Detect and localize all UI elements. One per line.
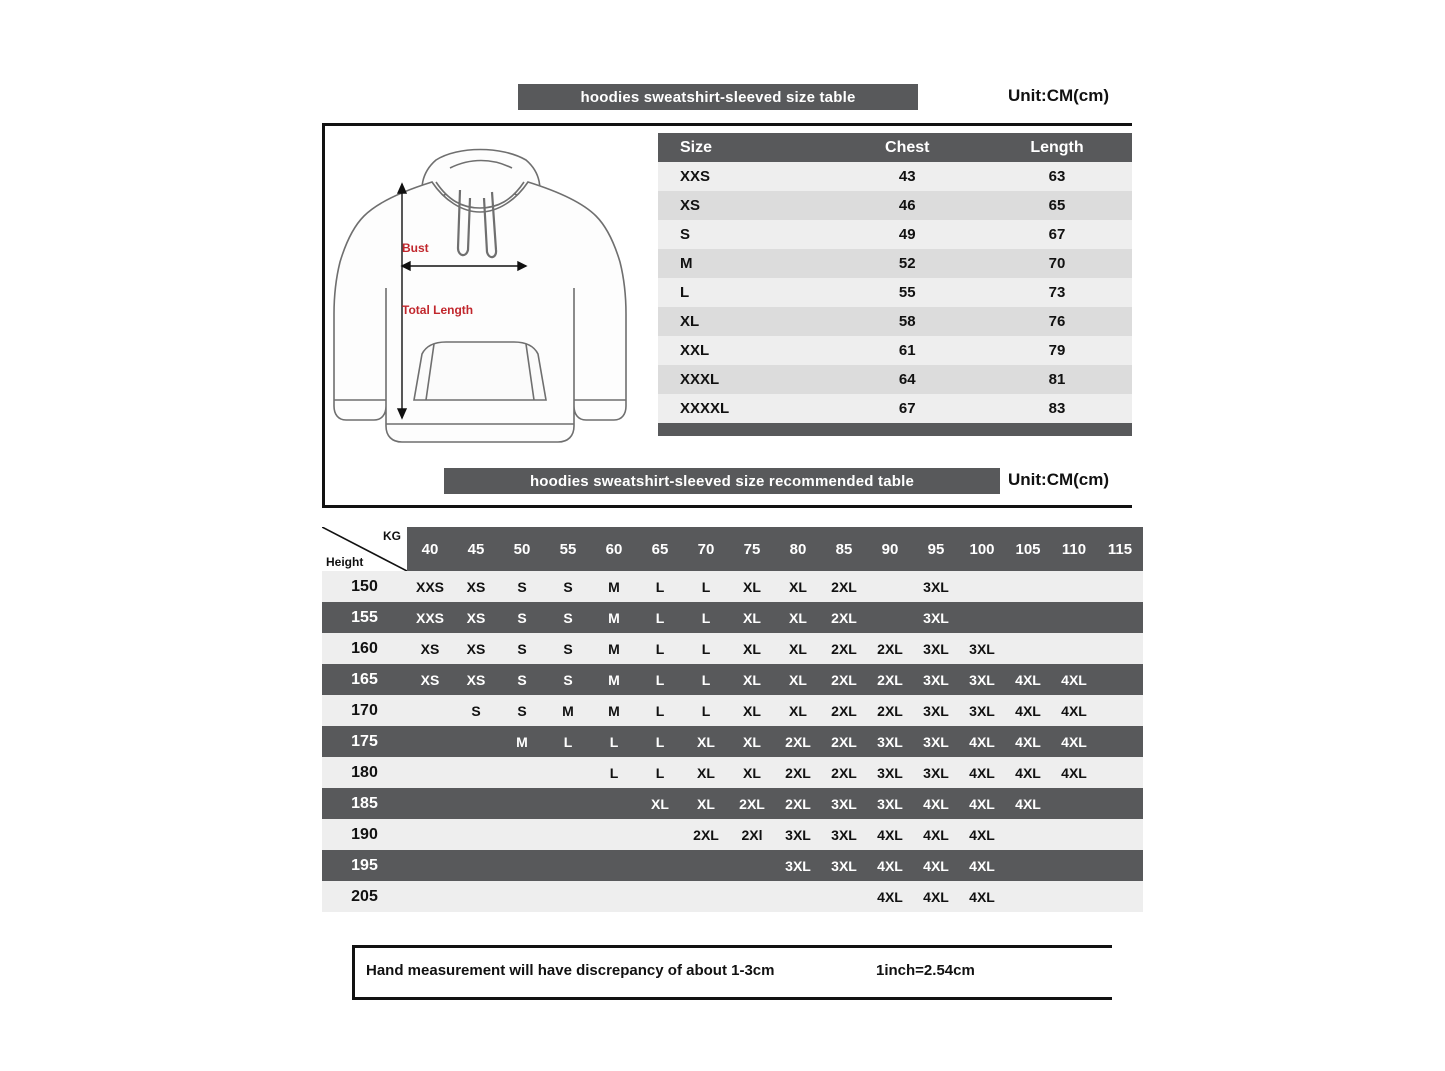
cell-recommended-size: [1051, 633, 1097, 664]
cell-recommended-size: L: [701, 671, 711, 688]
cell-height: 165: [351, 670, 378, 688]
size-table-unit: Unit:CM(cm): [1008, 86, 1110, 105]
cell-recommended-size: [1097, 788, 1143, 819]
cell-recommended-size: XS: [466, 609, 486, 626]
cell-height: 160: [351, 639, 378, 657]
cell-recommended-size: [1005, 571, 1051, 602]
cell-recommended-size: 4XL: [923, 888, 949, 905]
cell-recommended-size: [637, 819, 683, 850]
cell-recommended-size: [1005, 819, 1051, 850]
cell-recommended-size: 4XL: [1061, 702, 1087, 719]
cell-recommended-size: XXS: [415, 609, 444, 626]
cell-recommended-size: [1097, 850, 1143, 881]
table-row: [658, 365, 1132, 394]
cell-recommended-size: 2Xl: [741, 826, 763, 843]
cell-recommended-size: L: [655, 702, 665, 719]
cell-recommended-size: [1051, 881, 1097, 912]
cell-recommended-size: 3XL: [969, 702, 995, 719]
recommendation-row: [322, 664, 1143, 695]
cell-chest: 52: [898, 255, 916, 272]
cell-recommended-size: 2XL: [785, 795, 811, 812]
cell-recommended-size: 3XL: [969, 640, 995, 657]
cell-recommended-size: XS: [420, 671, 440, 688]
cell-recommended-size: M: [516, 733, 528, 750]
header-weight: 110: [1051, 527, 1097, 571]
recommended-table-title: hoodies sweatshirt-sleeved size recommended table: [444, 468, 1000, 494]
cell-recommended-size: XXS: [415, 578, 444, 595]
cell-recommended-size: [729, 881, 775, 912]
cell-recommended-size: XL: [697, 764, 715, 781]
cell-recommended-size: XL: [743, 640, 761, 657]
cell-recommended-size: 4XL: [1061, 671, 1087, 688]
cell-recommended-size: [499, 819, 545, 850]
cell-recommended-size: 4XL: [969, 826, 995, 843]
cell-recommended-size: M: [608, 702, 620, 719]
cell-recommended-size: [1097, 633, 1143, 664]
cell-recommended-size: [959, 602, 1005, 633]
cell-recommended-size: [729, 850, 775, 881]
cell-recommended-size: 4XL: [969, 857, 995, 874]
cell-chest: 55: [898, 284, 916, 301]
cell-length: 67: [1048, 226, 1066, 243]
header-weight: 85: [821, 527, 867, 571]
table-row: [658, 220, 1132, 249]
recommended-table-unit: Unit:CM(cm): [1008, 470, 1110, 489]
cell-recommended-size: 3XL: [831, 826, 857, 843]
cell-recommended-size: L: [609, 764, 619, 781]
cell-size: M: [680, 255, 693, 272]
cell-recommended-size: XL: [743, 733, 761, 750]
recommendation-row: [322, 788, 1143, 819]
header-weight: 45: [453, 527, 499, 571]
hoodie-illustration: [330, 138, 630, 448]
cell-chest: 67: [898, 400, 916, 417]
cell-recommended-size: L: [563, 733, 573, 750]
cell-recommended-size: XS: [420, 640, 440, 657]
cell-chest: 46: [898, 197, 916, 214]
cell-recommended-size: [591, 788, 637, 819]
cell-recommended-size: 2XL: [831, 671, 857, 688]
cell-recommended-size: [407, 757, 453, 788]
table-row: [658, 278, 1132, 307]
recommendation-header-row: [322, 527, 1143, 571]
cell-recommended-size: L: [655, 764, 665, 781]
cell-recommended-size: [591, 850, 637, 881]
table-row: [658, 162, 1132, 191]
cell-recommended-size: 2XL: [831, 702, 857, 719]
cell-recommended-size: [821, 881, 867, 912]
cell-recommended-size: [1097, 695, 1143, 726]
cell-recommended-size: [867, 602, 913, 633]
cell-recommended-size: [1097, 602, 1143, 633]
cell-height: 170: [351, 701, 378, 719]
cell-chest: 61: [898, 342, 916, 359]
cell-recommended-size: 2XL: [831, 640, 857, 657]
cell-recommended-size: XL: [743, 578, 761, 595]
cell-recommended-size: 4XL: [1015, 702, 1041, 719]
cell-recommended-size: 4XL: [923, 795, 949, 812]
cell-recommended-size: 2XL: [785, 764, 811, 781]
table-row: [658, 191, 1132, 220]
cell-length: 73: [1048, 284, 1066, 301]
cell-recommended-size: 4XL: [923, 857, 949, 874]
cell-recommended-size: [453, 850, 499, 881]
cell-recommended-size: 4XL: [1061, 764, 1087, 781]
cell-recommended-size: [545, 788, 591, 819]
cell-recommended-size: 2XL: [877, 640, 903, 657]
cell-recommended-size: [499, 757, 545, 788]
table-row: [658, 394, 1132, 423]
cell-recommended-size: L: [701, 609, 711, 626]
cell-recommended-size: [1005, 633, 1051, 664]
header-size: Size: [658, 133, 833, 162]
cell-recommended-size: S: [517, 640, 527, 657]
cell-size: XXXL: [680, 371, 720, 388]
cell-length: 81: [1048, 371, 1066, 388]
cell-recommended-size: [1051, 788, 1097, 819]
cell-recommended-size: S: [563, 640, 573, 657]
cell-chest: 49: [898, 226, 916, 243]
recommendation-row: [322, 695, 1143, 726]
recommendation-row: [322, 633, 1143, 664]
divider-footer-left-edge: [352, 945, 355, 1000]
cell-recommended-size: S: [471, 702, 481, 719]
cell-height: 180: [351, 763, 378, 781]
recommendation-row: [322, 571, 1143, 602]
cell-recommended-size: 3XL: [831, 857, 857, 874]
cell-recommended-size: XL: [697, 733, 715, 750]
cell-recommended-size: [683, 850, 729, 881]
cell-recommended-size: 4XL: [969, 764, 995, 781]
cell-recommended-size: [453, 726, 499, 757]
recommendation-row: [322, 602, 1143, 633]
header-weight: 95: [913, 527, 959, 571]
cell-recommended-size: [453, 819, 499, 850]
cell-recommended-size: XL: [789, 640, 807, 657]
cell-recommended-size: L: [655, 733, 665, 750]
header-chest: Chest: [833, 133, 982, 162]
cell-recommended-size: XL: [697, 795, 715, 812]
cell-recommended-size: 4XL: [1061, 733, 1087, 750]
cell-recommended-size: 2XL: [831, 733, 857, 750]
cell-recommended-size: [407, 788, 453, 819]
cell-recommended-size: 3XL: [877, 795, 903, 812]
cell-recommended-size: 4XL: [923, 826, 949, 843]
cell-recommended-size: [407, 819, 453, 850]
header-weight: 50: [499, 527, 545, 571]
cell-recommended-size: M: [608, 609, 620, 626]
cell-recommended-size: [545, 850, 591, 881]
cell-recommended-size: 4XL: [877, 826, 903, 843]
header-weight: 80: [775, 527, 821, 571]
table-footer-bar: [658, 423, 1132, 436]
cell-chest: 43: [898, 168, 916, 185]
axis-height-label: Height: [326, 555, 364, 569]
cell-recommended-size: 4XL: [1015, 671, 1041, 688]
measurement-discrepancy-note: Hand measurement will have discrepancy of about 1-3cm: [366, 962, 775, 979]
cell-recommended-size: [453, 757, 499, 788]
cell-recommended-size: S: [517, 578, 527, 595]
cell-size: L: [680, 284, 690, 301]
cell-recommended-size: 3XL: [877, 764, 903, 781]
cell-recommended-size: L: [655, 578, 665, 595]
cell-length: 83: [1048, 400, 1066, 417]
header-weight: 40: [407, 527, 453, 571]
cell-recommended-size: 3XL: [923, 609, 949, 626]
cell-recommended-size: [867, 571, 913, 602]
cell-recommended-size: M: [608, 578, 620, 595]
cell-recommended-size: 4XL: [969, 733, 995, 750]
cell-length: 63: [1048, 168, 1066, 185]
cell-recommended-size: 2XL: [739, 795, 765, 812]
total-length-measure-label: Total Length: [402, 303, 474, 317]
cell-recommended-size: L: [701, 702, 711, 719]
recommendation-row: [322, 726, 1143, 757]
table-row: [658, 307, 1132, 336]
cell-size: XXXXL: [680, 400, 730, 417]
cell-length: 70: [1048, 255, 1066, 272]
header-weight: 55: [545, 527, 591, 571]
cell-recommended-size: XL: [743, 764, 761, 781]
cell-recommended-size: [1097, 664, 1143, 695]
cell-recommended-size: [407, 695, 453, 726]
cell-recommended-size: [637, 850, 683, 881]
cell-recommended-size: [545, 819, 591, 850]
cell-size: XS: [680, 197, 701, 214]
cell-recommended-size: 2XL: [831, 764, 857, 781]
cell-recommended-size: [1051, 602, 1097, 633]
cell-recommended-size: 2XL: [877, 671, 903, 688]
cell-recommended-size: [1051, 850, 1097, 881]
header-length: Length: [982, 133, 1132, 162]
cell-recommended-size: L: [701, 640, 711, 657]
cell-recommended-size: [591, 881, 637, 912]
recommendation-row: [322, 819, 1143, 850]
cell-size: XXS: [680, 168, 711, 185]
cell-height: 205: [351, 887, 378, 905]
cell-recommended-size: [1051, 819, 1097, 850]
cell-chest: 64: [898, 371, 916, 388]
cell-recommended-size: [591, 819, 637, 850]
cell-recommended-size: 3XL: [877, 733, 903, 750]
table-row: [658, 249, 1132, 278]
header-weight: 100: [959, 527, 1005, 571]
cell-length: 76: [1048, 313, 1066, 330]
divider-footer-top: [352, 945, 1112, 948]
cell-recommended-size: 2XL: [785, 733, 811, 750]
cell-recommended-size: [637, 881, 683, 912]
cell-recommended-size: [453, 788, 499, 819]
size-recommendation-table: [322, 527, 1143, 912]
table-header-row: [658, 133, 1132, 162]
cell-recommended-size: [775, 881, 821, 912]
cell-height: 185: [351, 794, 378, 812]
cell-recommended-size: [407, 881, 453, 912]
header-weight: 65: [637, 527, 683, 571]
cell-chest: 58: [898, 313, 916, 330]
cell-recommended-size: 4XL: [969, 888, 995, 905]
cell-recommended-size: [407, 850, 453, 881]
divider-top: [322, 123, 1132, 126]
cell-recommended-size: 3XL: [785, 826, 811, 843]
cell-recommended-size: S: [517, 609, 527, 626]
cell-recommended-size: XS: [466, 640, 486, 657]
cell-height: 190: [351, 825, 378, 843]
cell-recommended-size: XS: [466, 578, 486, 595]
cell-recommended-size: 3XL: [923, 733, 949, 750]
cell-recommended-size: [1097, 819, 1143, 850]
cell-recommended-size: M: [562, 702, 574, 719]
cell-size: XL: [680, 313, 700, 330]
cell-recommended-size: 2XL: [831, 609, 857, 626]
cell-recommended-size: 3XL: [785, 857, 811, 874]
cell-height: 155: [351, 608, 378, 626]
cell-recommended-size: [545, 757, 591, 788]
cell-recommended-size: 4XL: [877, 857, 903, 874]
cell-recommended-size: [1097, 571, 1143, 602]
cell-recommended-size: XS: [466, 671, 486, 688]
cell-recommended-size: [1005, 602, 1051, 633]
inch-conversion-note: 1inch=2.54cm: [876, 962, 975, 979]
cell-recommended-size: [545, 881, 591, 912]
header-weight: 115: [1097, 527, 1143, 571]
cell-recommended-size: [683, 881, 729, 912]
cell-recommended-size: S: [563, 578, 573, 595]
cell-recommended-size: [1005, 850, 1051, 881]
axis-corner-cell: [322, 527, 407, 571]
cell-recommended-size: XL: [743, 671, 761, 688]
cell-length: 65: [1048, 197, 1066, 214]
cell-recommended-size: 3XL: [923, 578, 949, 595]
cell-recommended-size: 4XL: [1015, 733, 1041, 750]
cell-recommended-size: 2XL: [693, 826, 719, 843]
size-measurements-table: [658, 133, 1132, 436]
header-weight: 70: [683, 527, 729, 571]
axis-weight-label: KG: [383, 529, 401, 543]
cell-recommended-size: [499, 850, 545, 881]
header-weight: 105: [1005, 527, 1051, 571]
cell-recommended-size: M: [608, 671, 620, 688]
cell-recommended-size: 4XL: [877, 888, 903, 905]
cell-recommended-size: [1097, 726, 1143, 757]
cell-recommended-size: [499, 881, 545, 912]
cell-recommended-size: [1097, 881, 1143, 912]
cell-recommended-size: S: [517, 702, 527, 719]
divider-middle: [322, 505, 1132, 508]
cell-recommended-size: [407, 726, 453, 757]
divider-footer-bottom: [352, 997, 1112, 1000]
recommendation-row: [322, 881, 1143, 912]
footer-bar-cell: [658, 423, 1132, 436]
cell-recommended-size: L: [655, 671, 665, 688]
cell-recommended-size: 3XL: [923, 764, 949, 781]
size-table-title: hoodies sweatshirt-sleeved size table: [518, 84, 918, 110]
cell-recommended-size: M: [608, 640, 620, 657]
cell-recommended-size: L: [655, 609, 665, 626]
cell-size: XXL: [680, 342, 710, 359]
cell-recommended-size: XL: [789, 671, 807, 688]
cell-recommended-size: 3XL: [923, 702, 949, 719]
cell-recommended-size: L: [609, 733, 619, 750]
cell-length: 79: [1048, 342, 1066, 359]
cell-recommended-size: XL: [743, 609, 761, 626]
cell-recommended-size: XL: [789, 702, 807, 719]
cell-recommended-size: [959, 571, 1005, 602]
cell-recommended-size: 4XL: [1015, 764, 1041, 781]
cell-recommended-size: 3XL: [969, 671, 995, 688]
divider-top-left-edge: [322, 123, 325, 508]
cell-recommended-size: S: [563, 609, 573, 626]
recommendation-row: [322, 757, 1143, 788]
cell-recommended-size: 3XL: [923, 640, 949, 657]
recommendation-row: [322, 850, 1143, 881]
cell-height: 150: [351, 577, 378, 595]
cell-recommended-size: S: [563, 671, 573, 688]
cell-recommended-size: [1097, 757, 1143, 788]
cell-recommended-size: S: [517, 671, 527, 688]
cell-recommended-size: 4XL: [1015, 795, 1041, 812]
cell-recommended-size: 2XL: [831, 578, 857, 595]
cell-recommended-size: XL: [789, 609, 807, 626]
cell-recommended-size: 4XL: [969, 795, 995, 812]
cell-recommended-size: XL: [651, 795, 669, 812]
cell-height: 175: [351, 732, 378, 750]
header-weight: 75: [729, 527, 775, 571]
cell-recommended-size: [1051, 571, 1097, 602]
cell-recommended-size: 3XL: [923, 671, 949, 688]
cell-recommended-size: 2XL: [877, 702, 903, 719]
cell-recommended-size: [453, 881, 499, 912]
cell-height: 195: [351, 856, 378, 874]
cell-recommended-size: [499, 788, 545, 819]
header-weight: 90: [867, 527, 913, 571]
cell-recommended-size: 3XL: [831, 795, 857, 812]
header-weight: 60: [591, 527, 637, 571]
bust-measure-label: Bust: [402, 241, 429, 255]
cell-recommended-size: L: [655, 640, 665, 657]
cell-recommended-size: L: [701, 578, 711, 595]
cell-recommended-size: XL: [789, 578, 807, 595]
cell-size: S: [680, 226, 691, 243]
cell-recommended-size: [1005, 881, 1051, 912]
table-row: [658, 336, 1132, 365]
cell-recommended-size: XL: [743, 702, 761, 719]
